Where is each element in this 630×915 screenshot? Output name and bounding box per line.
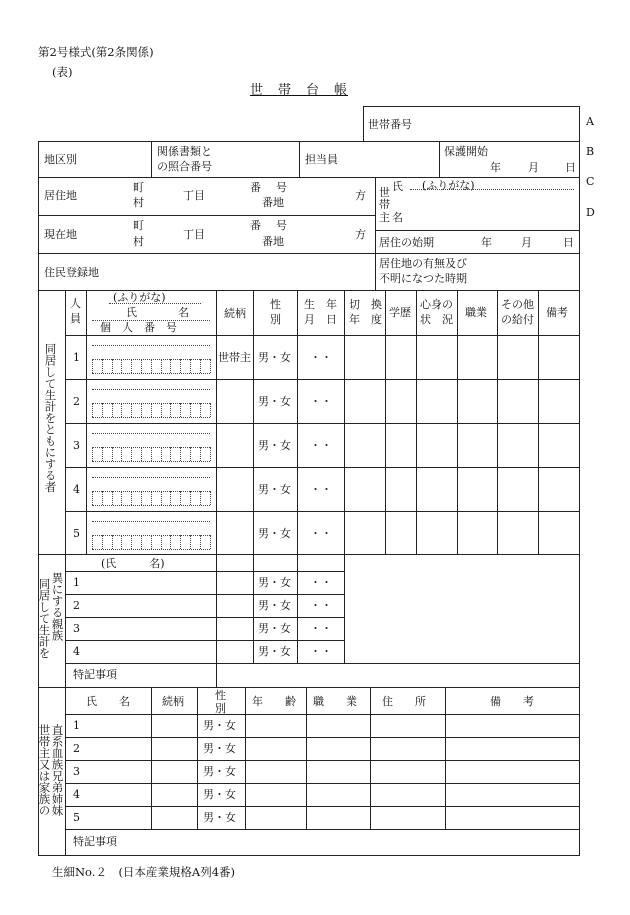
number-box-divider — [200, 403, 201, 417]
lineal-row-no: 3 — [73, 765, 80, 778]
relatives-row-sex: 男・女 — [258, 576, 291, 589]
name-dotted-line — [92, 477, 210, 478]
lineal-row-no: 1 — [73, 719, 80, 732]
number-box-divider — [151, 535, 152, 549]
margin-letter-a: A — [586, 115, 594, 128]
lineal-row-no: 2 — [73, 742, 80, 755]
relatives-row-dob: ・・ — [310, 645, 332, 658]
cohab-row-dob: ・・ — [310, 439, 332, 452]
number-box-divider — [210, 359, 211, 373]
cohab-row-sex: 男・女 — [258, 527, 291, 540]
number-box-divider — [92, 447, 93, 461]
relatives-name-header: (氏 名) — [101, 557, 165, 570]
lineal-row-sex: 男・女 — [203, 719, 236, 732]
current-banchi: 番地 — [262, 235, 284, 248]
cohab-row-sex: 男・女 — [258, 395, 291, 408]
name-dotted-line — [92, 521, 210, 522]
lineal-row-sex: 男・女 — [203, 811, 236, 824]
number-box-divider — [102, 447, 103, 461]
number-box-divider — [102, 491, 103, 505]
number-box-divider — [92, 535, 93, 549]
number-box-divider — [200, 491, 201, 505]
number-box-divider — [210, 403, 211, 417]
col-job: 職業 — [465, 306, 487, 319]
number-box-divider — [92, 491, 93, 505]
cohab-row-no: 2 — [73, 395, 80, 408]
relatives-row-no: 3 — [73, 622, 80, 635]
lineal-row-sex: 男・女 — [203, 742, 236, 755]
number-box-divider — [112, 403, 113, 417]
current-ban: 番 — [250, 219, 261, 232]
col-sex-2: 別 — [270, 313, 281, 326]
relatives-side-label-1: 同居して生計を — [37, 578, 52, 659]
residence-ban: 番 — [250, 181, 261, 194]
col-kojin-bango: 個 人 番 号 — [100, 321, 177, 334]
footer-note: 生細No.２ (日本産業規格A列4番) — [52, 865, 236, 879]
relatives-special-label: 特記事項 — [73, 668, 117, 681]
col-health-1: 心身の — [420, 298, 453, 311]
number-box-divider — [190, 403, 191, 417]
number-box-divider — [170, 403, 171, 417]
number-box-divider — [102, 535, 103, 549]
number-box-bottom — [92, 505, 210, 506]
relatives-row-sex: 男・女 — [258, 645, 291, 658]
head-label-obi: 帯 — [379, 198, 390, 211]
lineal-col-name: 氏 名 — [86, 695, 130, 708]
residence-unknown-label-2: 不明になつた時期 — [379, 272, 467, 285]
residence-machi: 町 — [133, 181, 144, 194]
lineal-side-label-2: 直系血族兄弟姉妹 — [50, 724, 65, 816]
number-box-divider — [180, 447, 181, 461]
household-number-label: 世帯番号 — [368, 118, 412, 131]
number-box-divider — [151, 491, 152, 505]
lineal-row-no: 4 — [73, 788, 80, 801]
col-person-1: 人 — [70, 297, 81, 310]
residence-label: 居住地 — [44, 189, 77, 202]
head-label-shi: 世 — [379, 186, 390, 199]
current-kata: 方 — [355, 228, 366, 241]
number-box-divider — [92, 359, 93, 373]
lineal-row-sex: 男・女 — [203, 788, 236, 801]
number-box-divider — [121, 359, 122, 373]
col-relation: 続柄 — [224, 307, 246, 320]
number-box-divider — [180, 535, 181, 549]
lineal-row-no: 5 — [73, 811, 80, 824]
number-box-divider — [112, 491, 113, 505]
page-title: 世 帯 台 帳 — [250, 83, 349, 98]
col-shi: 氏 — [126, 306, 137, 319]
number-box-divider — [200, 359, 201, 373]
residence-go: 号 — [276, 181, 287, 194]
number-box-divider — [112, 535, 113, 549]
head-label-nushi: 主 — [379, 211, 390, 224]
number-box-divider — [180, 491, 181, 505]
current-chome: 丁目 — [183, 228, 205, 241]
number-box-divider — [112, 359, 113, 373]
staff-label: 担当員 — [305, 153, 338, 166]
lineal-col-note: 備 考 — [490, 695, 534, 708]
protection-month: 月 — [528, 161, 539, 174]
cohab-row-sex: 男・女 — [258, 351, 291, 364]
relatives-row-dob: ・・ — [310, 622, 332, 635]
number-box-divider — [180, 403, 181, 417]
number-box-bottom — [92, 549, 210, 550]
current-mura: 村 — [133, 235, 144, 248]
number-box-divider — [210, 491, 211, 505]
col-health-2: 状 況 — [420, 313, 453, 326]
cohab-row-no: 3 — [73, 439, 80, 452]
number-box-divider — [112, 447, 113, 461]
number-box-divider — [131, 491, 132, 505]
residence-unknown-label-1: 居住地の有無及び — [379, 257, 467, 270]
residence-start-day: 日 — [563, 236, 574, 249]
lineal-col-sex-2: 別 — [215, 702, 226, 715]
lineal-col-relation: 続柄 — [162, 695, 184, 708]
cohab-row-dob: ・・ — [310, 483, 332, 496]
relatives-row-no: 4 — [73, 645, 80, 658]
col-other-benefit-2: の給付 — [501, 313, 534, 326]
lineal-col-address: 住 所 — [382, 695, 426, 708]
residence-kata: 方 — [355, 189, 366, 202]
number-box-divider — [170, 535, 171, 549]
relatives-row-dob: ・・ — [310, 599, 332, 612]
col-person-2: 員 — [70, 312, 81, 325]
form-side: (表) — [52, 65, 73, 79]
number-box-divider — [92, 403, 93, 417]
margin-letter-c: C — [586, 175, 595, 188]
number-box-divider — [121, 447, 122, 461]
number-box-divider — [151, 359, 152, 373]
number-box-divider — [200, 447, 201, 461]
number-box-divider — [141, 359, 142, 373]
relatives-row-no: 2 — [73, 599, 80, 612]
number-box-divider — [161, 535, 162, 549]
name-dotted-line — [92, 433, 210, 434]
relatives-row-dob: ・・ — [310, 576, 332, 589]
number-box-divider — [141, 491, 142, 505]
name-dotted-line — [92, 345, 210, 346]
number-box-divider — [121, 491, 122, 505]
number-box-divider — [131, 359, 132, 373]
number-box-divider — [200, 535, 201, 549]
cohab-row-sex: 男・女 — [258, 483, 291, 496]
related-docs-label-1: 関係書類と — [157, 145, 212, 158]
number-box-bottom — [92, 417, 210, 418]
number-box-divider — [102, 359, 103, 373]
cohab-row-dob: ・・ — [310, 351, 332, 364]
relatives-row-sex: 男・女 — [258, 622, 291, 635]
cohab-row-no: 4 — [73, 483, 80, 496]
related-docs-label-2: の照合番号 — [157, 160, 212, 173]
cohab-row-no: 1 — [73, 351, 80, 364]
protection-day: 日 — [565, 161, 576, 174]
number-box-divider — [210, 447, 211, 461]
form-number: 第2号様式(第2条関係) — [38, 45, 154, 59]
number-box-divider — [131, 403, 132, 417]
lineal-col-age: 年 齢 — [252, 695, 296, 708]
col-conv-1: 切 換 — [349, 298, 382, 311]
number-box-divider — [190, 359, 191, 373]
number-box-divider — [102, 403, 103, 417]
head-furigana: (ふりがな) — [422, 179, 475, 192]
registration-label: 住民登録地 — [44, 266, 99, 279]
relatives-side-label-2: 異にする親族 — [50, 572, 65, 641]
number-box-bottom — [92, 373, 210, 374]
number-box-divider — [170, 359, 171, 373]
residence-banchi: 番地 — [262, 196, 284, 209]
number-box-divider — [141, 403, 142, 417]
number-box-divider — [161, 447, 162, 461]
number-box-divider — [190, 447, 191, 461]
number-box-bottom — [92, 461, 210, 462]
number-box-divider — [151, 403, 152, 417]
lineal-col-sex-1: 性 — [215, 689, 226, 702]
margin-letter-d: D — [586, 206, 595, 219]
cohab-row-relation: 世帯主 — [218, 351, 251, 364]
number-box-divider — [170, 447, 171, 461]
cohab-side-label: 同居して生計をともにする者 — [43, 343, 58, 493]
number-box-divider — [161, 491, 162, 505]
lineal-special-label: 特記事項 — [73, 835, 117, 848]
head-label-uji: 氏 — [392, 180, 403, 193]
relatives-row-sex: 男・女 — [258, 599, 291, 612]
current-location-label: 現在地 — [44, 228, 77, 241]
number-box-divider — [121, 403, 122, 417]
col-birth-1: 生 年 — [304, 298, 337, 311]
current-machi: 町 — [133, 219, 144, 232]
residence-start-label: 居住の始期 — [379, 236, 434, 249]
district-label: 地区別 — [44, 153, 77, 166]
residence-start-year: 年 — [481, 236, 492, 249]
margin-letter-b: B — [586, 145, 595, 158]
lineal-row-sex: 男・女 — [203, 765, 236, 778]
number-box-divider — [141, 535, 142, 549]
number-box-divider — [151, 447, 152, 461]
col-conv-2: 年 度 — [349, 313, 382, 326]
residence-start-month: 月 — [521, 236, 532, 249]
cohab-row-sex: 男・女 — [258, 439, 291, 452]
col-furigana: (ふりがな) — [113, 291, 166, 304]
protection-year: 年 — [490, 161, 501, 174]
col-education: 学歴 — [389, 306, 411, 319]
col-other-benefit-1: その他 — [501, 298, 534, 311]
residence-chome: 丁目 — [183, 189, 205, 202]
name-dotted-line — [92, 389, 210, 390]
number-box-divider — [161, 359, 162, 373]
col-sex-1: 性 — [270, 298, 281, 311]
number-box-divider — [161, 403, 162, 417]
current-go: 号 — [276, 219, 287, 232]
cohab-row-dob: ・・ — [310, 395, 332, 408]
cohab-row-no: 5 — [73, 527, 80, 540]
number-box-divider — [190, 535, 191, 549]
number-box-divider — [131, 447, 132, 461]
number-box-divider — [121, 535, 122, 549]
lineal-col-job: 職 業 — [313, 695, 357, 708]
number-box-divider — [190, 491, 191, 505]
relatives-row-no: 1 — [73, 576, 80, 589]
head-label-na: 名 — [392, 211, 403, 224]
number-box-divider — [131, 535, 132, 549]
cohab-row-dob: ・・ — [310, 527, 332, 540]
residence-mura: 村 — [133, 196, 144, 209]
lineal-side-label-1: 世帯主又は家族の — [37, 724, 52, 816]
col-note: 備考 — [546, 306, 568, 319]
number-box-divider — [141, 447, 142, 461]
col-birth-2: 月 日 — [304, 313, 337, 326]
protection-start-label: 保護開始 — [444, 145, 488, 158]
col-mei: 名 — [178, 306, 189, 319]
number-box-divider — [170, 491, 171, 505]
number-box-divider — [180, 359, 181, 373]
number-box-divider — [210, 535, 211, 549]
